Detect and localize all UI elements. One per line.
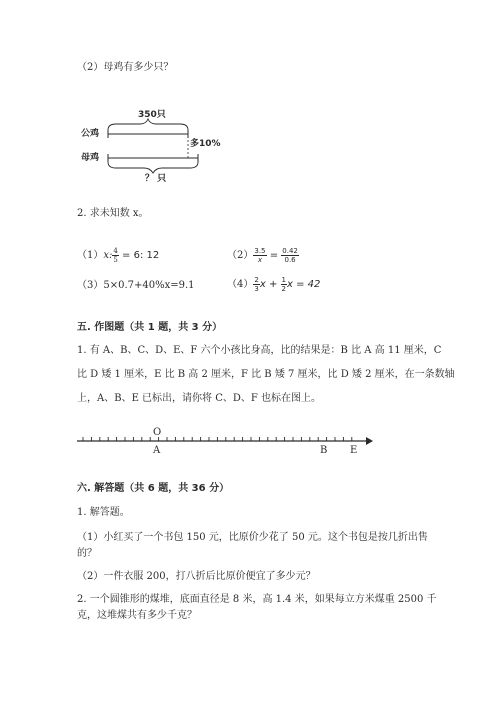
- rooster-label: 公鸡: [81, 129, 100, 139]
- eq4-b-num: 1: [281, 276, 286, 284]
- eq1-prefix: （1）: [77, 250, 104, 261]
- bottom-label: ？ 只: [145, 174, 167, 184]
- eq4-mid: x +: [259, 279, 281, 290]
- eq2-prefix: （2）: [227, 250, 254, 261]
- eq1-num: 4: [113, 247, 118, 255]
- eq2-right-num: 0.42: [282, 247, 298, 255]
- equation-3: （3）5×0.7+40%x=9.1: [77, 280, 195, 291]
- point-b-label: B: [320, 445, 328, 456]
- section-6-q1-part2: （2）一件衣服 200，打八折后比原价便宜了多少元？: [77, 571, 316, 582]
- section-6-q2-line1: 2. 一个圆锥形的煤堆，底面直径是 8 米，高 1.4 米，如果每立方米煤重 2500 千: [77, 594, 437, 605]
- point-a-label: A: [153, 445, 161, 456]
- eq4-a-num: 2: [254, 276, 259, 284]
- section-6-q1-part1-cont: 的？: [77, 548, 97, 559]
- eq1-rhs: = 6: 12: [118, 250, 160, 261]
- eq2-left-num: 3.5: [254, 247, 266, 255]
- eq1-var: x:: [103, 250, 113, 261]
- question-2-subpart: （2）母鸡有多少只？: [77, 62, 174, 73]
- eq4-end: x = 42: [286, 279, 321, 290]
- section-6-heading: 六. 解答题（共 6 题，共 36 分）: [77, 483, 230, 494]
- more-label: 多10%: [190, 139, 221, 149]
- question-2-title: 2. 求未知数 x。: [77, 208, 149, 219]
- section-5-line-1: 1. 有 A、B、C、D、E、F 六个小孩比身高，比的结果是：B 比 A 高 11 厘米，C: [77, 345, 442, 356]
- section-6-q1: 1. 解答题。: [77, 507, 130, 518]
- eq4-b-den: 2: [281, 285, 286, 293]
- section-5-line-2: 比 D 矮 1 厘米，E 比 B 高 2 厘米，F 比 B 矮 7 厘米，比 D 矮 2 厘米，在一条数轴: [77, 369, 455, 380]
- section-6-q2-line2: 克，这堆煤共有多少千克？: [77, 610, 197, 621]
- section-6-q1-part1: （1）小红买了一个书包 150 元，比原价少花了 50 元。这个书包是按几折出售: [77, 532, 428, 543]
- eq4-a-den: 3: [254, 285, 259, 293]
- eq2-equals: =: [266, 250, 282, 261]
- eq4-prefix: （4）: [227, 279, 254, 290]
- eq1-den: 5: [113, 256, 118, 264]
- top-label: 350只: [138, 110, 166, 120]
- point-e-label: E: [350, 445, 358, 456]
- section-5-line-3: 上，A、B、E 已标出，请你将 C、D、F 也标在图上。: [77, 393, 322, 404]
- number-line-arrow: [366, 437, 373, 445]
- origin-label: O: [153, 427, 162, 438]
- hen-label: 母鸡: [81, 153, 100, 163]
- eq2-left-den: x: [257, 256, 263, 264]
- section-5-heading: 五. 作图题（共 1 题，共 3 分）: [77, 322, 223, 333]
- eq2-right-den: 0.6: [284, 256, 296, 264]
